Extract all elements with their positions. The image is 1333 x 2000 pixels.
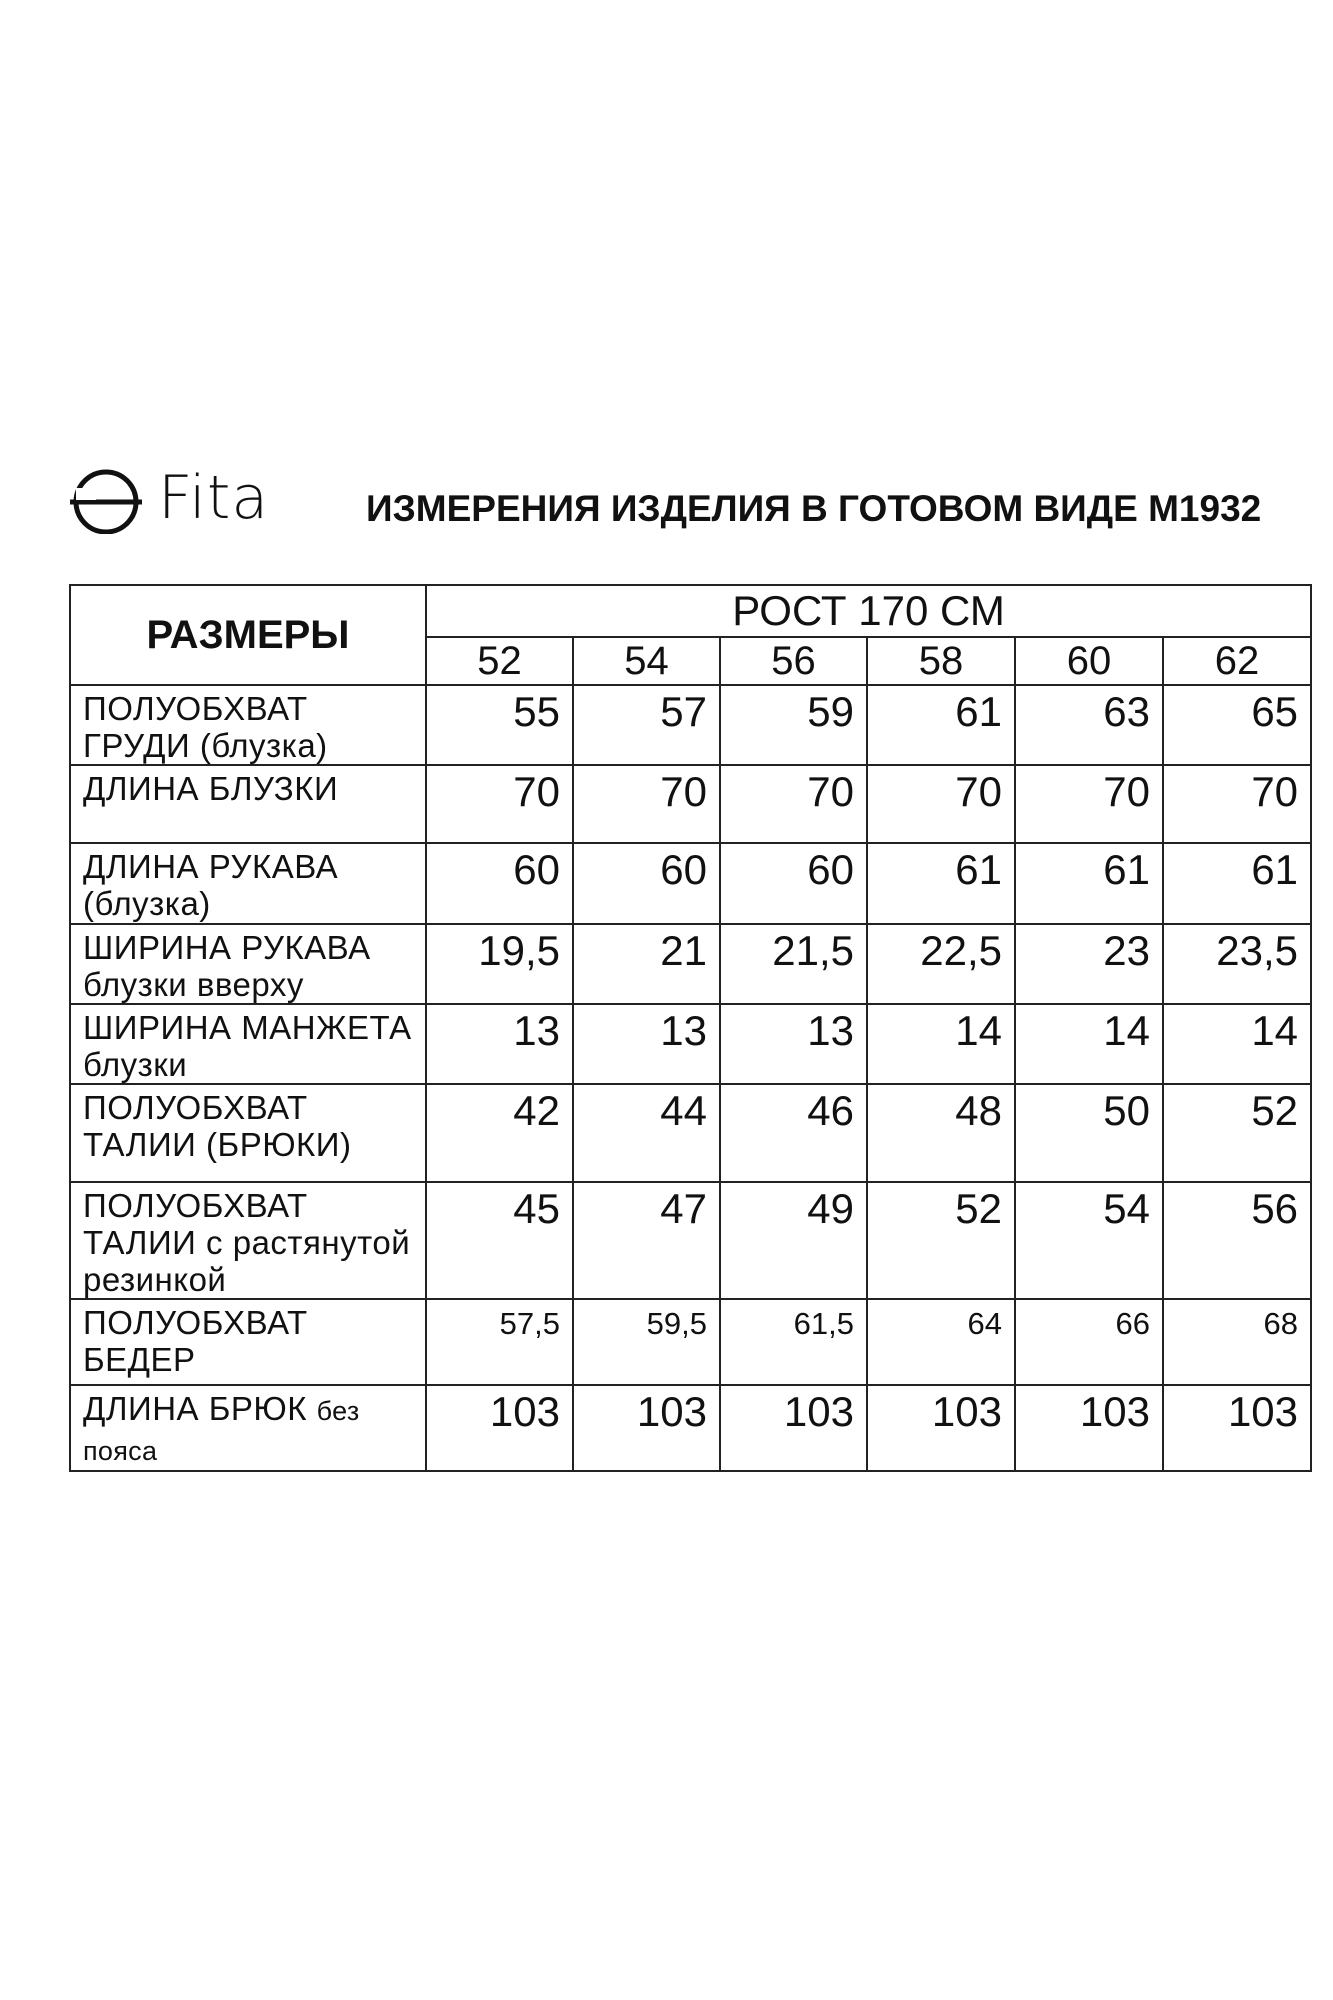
- measurement-value: 49: [720, 1182, 867, 1299]
- measurement-value: 61: [1163, 843, 1311, 924]
- size-header: 54: [573, 637, 720, 685]
- size-header: 62: [1163, 637, 1311, 685]
- size-header: 52: [426, 637, 573, 685]
- measurement-value: 61: [867, 685, 1015, 765]
- sizes-header: РАЗМЕРЫ: [70, 585, 426, 685]
- measurement-label-note: без пояса: [83, 1396, 360, 1466]
- measurement-value: 22,5: [867, 924, 1015, 1004]
- measurement-value: 54: [1015, 1182, 1163, 1299]
- measurement-value: 48: [867, 1084, 1015, 1182]
- measurement-label: [70, 765, 426, 843]
- measurement-value: 47: [573, 1182, 720, 1299]
- measurement-label: [70, 1004, 426, 1084]
- measurement-value: 50: [1015, 1084, 1163, 1182]
- table-row: [70, 765, 1311, 843]
- measurement-value: 45: [426, 1182, 573, 1299]
- measurement-label: [70, 1182, 426, 1299]
- size-header: 56: [720, 637, 867, 685]
- measurement-label-text: ПОЛУОБХВАТ БЕДЕР: [83, 1304, 308, 1378]
- table-row: [70, 1004, 1311, 1084]
- measurement-label: [70, 1385, 426, 1471]
- measurement-value: 59: [720, 685, 867, 765]
- measurement-value: 14: [1015, 1004, 1163, 1084]
- measurement-value: 52: [867, 1182, 1015, 1299]
- measurement-value: 13: [720, 1004, 867, 1084]
- measurement-value: 52: [1163, 1084, 1311, 1182]
- measurement-value: 103: [573, 1385, 720, 1471]
- measurement-value: 70: [720, 765, 867, 843]
- table-row: [70, 1182, 1311, 1299]
- measurement-value: 60: [720, 843, 867, 924]
- measurement-value: 57: [573, 685, 720, 765]
- measurement-value: 59,5: [573, 1299, 720, 1385]
- measurement-label-text: ПОЛУОБХВАТ ГРУДИ (блузка): [83, 690, 328, 764]
- measurement-label-text: ПОЛУОБХВАТ ТАЛИИ с растянутой резинкой: [83, 1187, 411, 1298]
- measurement-label: [70, 924, 426, 1004]
- measurement-label: [70, 1084, 426, 1182]
- measurement-value: 70: [1015, 765, 1163, 843]
- measurement-value: 103: [720, 1385, 867, 1471]
- measurement-value: 13: [573, 1004, 720, 1084]
- measurement-value: 70: [573, 765, 720, 843]
- measurement-value: 56: [1163, 1182, 1311, 1299]
- theta-logo-icon: [68, 462, 144, 534]
- size-header: 60: [1015, 637, 1163, 685]
- measurement-value: 103: [1163, 1385, 1311, 1471]
- measurement-value: 55: [426, 685, 573, 765]
- height-header: РОСТ 170 СМ: [426, 585, 1311, 637]
- measurement-value: 14: [1163, 1004, 1311, 1084]
- measurement-value: 63: [1015, 685, 1163, 765]
- measurement-value: 65: [1163, 685, 1311, 765]
- measurement-value: 44: [573, 1084, 720, 1182]
- table-row: [70, 843, 1311, 924]
- measurement-label-text: ШИРИНА МАНЖЕТА блузки: [83, 1009, 412, 1083]
- measurement-label: [70, 843, 426, 924]
- measurement-label-text: ДЛИНА БРЮК: [83, 1390, 307, 1427]
- measurement-label: [70, 685, 426, 765]
- measurement-value: 70: [426, 765, 573, 843]
- table-row: [70, 1385, 1311, 1471]
- brand-name: Fita: [158, 463, 270, 533]
- measurement-value: 70: [867, 765, 1015, 843]
- measurement-value: 23,5: [1163, 924, 1311, 1004]
- measurement-label: [70, 1299, 426, 1385]
- measurement-value: 21,5: [720, 924, 867, 1004]
- table-row: [70, 924, 1311, 1004]
- table-row: [70, 1084, 1311, 1182]
- measurement-label-text: ШИРИНА РУКАВА блузки вверху: [83, 929, 371, 1003]
- header-row-height: [70, 585, 1311, 637]
- measurement-value: 61: [1015, 843, 1163, 924]
- measurement-value: 61,5: [720, 1299, 867, 1385]
- measurement-label-text: ПОЛУОБХВАТ ТАЛИИ (БРЮКИ): [83, 1089, 352, 1163]
- measurement-value: 19,5: [426, 924, 573, 1004]
- measurement-value: 57,5: [426, 1299, 573, 1385]
- measurement-value: 13: [426, 1004, 573, 1084]
- brand-logo: [68, 458, 269, 538]
- measurement-value: 60: [426, 843, 573, 924]
- measurement-value: 68: [1163, 1299, 1311, 1385]
- measurement-value: 103: [426, 1385, 573, 1471]
- measurement-value: 103: [1015, 1385, 1163, 1471]
- measurement-value: 21: [573, 924, 720, 1004]
- measurement-value: 64: [867, 1299, 1015, 1385]
- measurement-value: 14: [867, 1004, 1015, 1084]
- measurement-value: 61: [867, 843, 1015, 924]
- measurement-value: 66: [1015, 1299, 1163, 1385]
- page-title: ИЗМЕРЕНИЯ ИЗДЕЛИЯ В ГОТОВОМ ВИДЕ М1932: [366, 488, 1262, 529]
- measurement-value: 70: [1163, 765, 1311, 843]
- measurement-label-text: ДЛИНА РУКАВА (блузка): [83, 848, 339, 922]
- measurement-value: 23: [1015, 924, 1163, 1004]
- table-row: [70, 1299, 1311, 1385]
- measurement-value: 42: [426, 1084, 573, 1182]
- measurement-value: 60: [573, 843, 720, 924]
- table-row: [70, 685, 1311, 765]
- measurement-label-text: ДЛИНА БЛУЗКИ: [83, 770, 339, 807]
- size-chart-table: [69, 584, 1312, 1472]
- measurement-value: 46: [720, 1084, 867, 1182]
- size-header: 58: [867, 637, 1015, 685]
- measurement-value: 103: [867, 1385, 1015, 1471]
